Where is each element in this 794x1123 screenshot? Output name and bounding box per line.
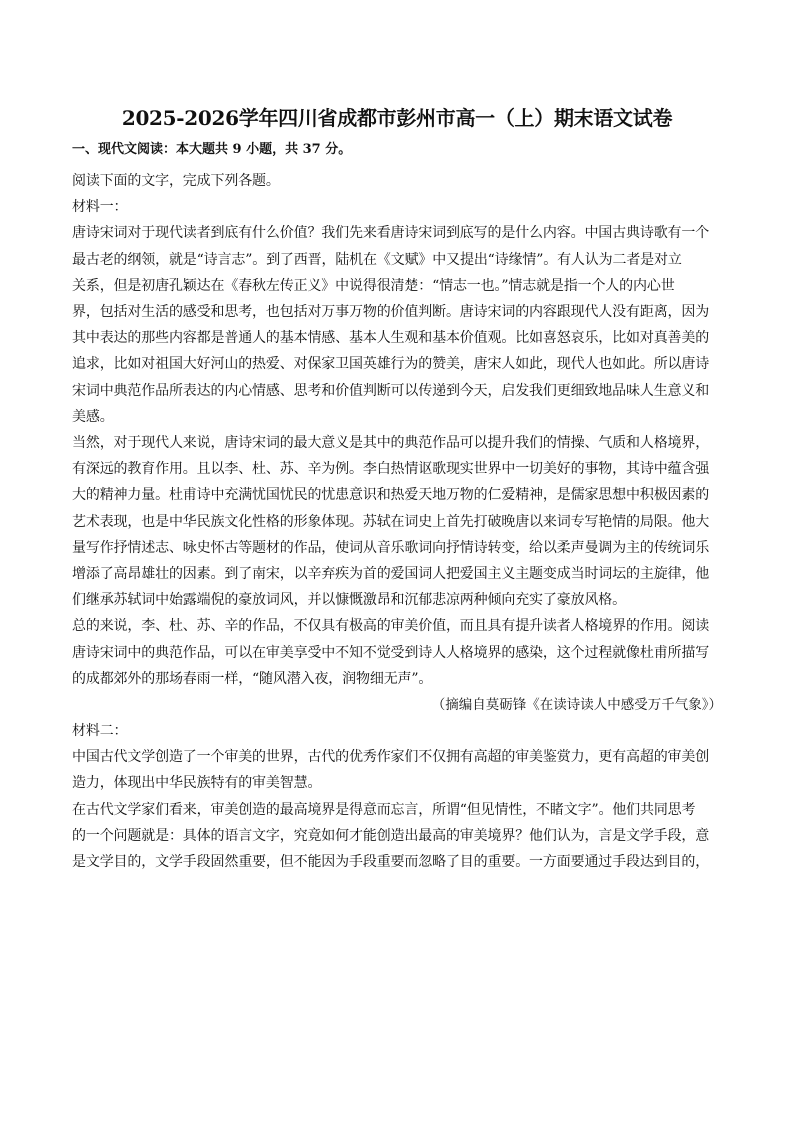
text-line: 唐诗宋词中的典范作品，可以在审美享受中不知不觉受到诗人人格境界的感染，这个过程就像杜甫所描写 <box>72 644 710 661</box>
text-line: 造力，体现出中华民族特有的审美智慧。 <box>72 775 322 792</box>
text-line: 的一个问题就是：具体的语言文字，究竟如何才能创造出最高的审美境界？他们认为，言是文学手段，意 <box>72 827 710 844</box>
text-line: 增添了高昂雄壮的因素。到了南宋，以辛弃疾为首的爱国词人把爱国主义主题变成当时词坛的主旋律，他 <box>72 566 710 583</box>
section-header: 一、现代文阅读：本大题共 9 小题，共 37 分。 <box>72 142 352 157</box>
text-line: 最古老的纲领，就是“诗言志”。到了西晋，陆机在《文赋》中又提出“诗缘情”。有人认为二者是对立 <box>72 251 682 268</box>
material-2-paragraph-2 <box>72 797 722 876</box>
text-line: 中国古代文学创造了一个审美的世界，古代的优秀作家们不仅拥有高超的审美鉴赏力，更有高超的审美创 <box>72 749 710 766</box>
material-1-source: （摘编自莫砺锋《在读诗读人中感受万千气象》） <box>431 697 722 714</box>
material-1-paragraph-1 <box>72 220 722 430</box>
page-title: 2025-2026学年四川省成都市彭州市高一（上）期末语文试卷 <box>121 106 673 130</box>
text-line: 是文学目的，文学手段固然重要，但不能因为手段重要而忽略了目的重要。一方面要通过手段达到目的， <box>72 854 710 871</box>
material-2-paragraph-1 <box>72 744 722 796</box>
text-line: 唐诗宋词对于现代读者到底有什么价值？我们先来看唐诗宋词到底写的是什么内容。中国古典诗歌有一个 <box>72 225 710 242</box>
instruction-text: 阅读下面的文字，完成下列各题。 <box>72 173 280 189</box>
text-line: 的成都郊外的那场春雨一样，“随风潜入夜，润物细无声”。 <box>72 670 433 687</box>
text-line: 其中表达的那些内容都是普通人的基本情感、基本人生观和基本价值观。比如喜怒哀乐，比如对真善美的 <box>72 330 710 347</box>
text-line: 在古代文学家们看来，审美创造的最高境界是得意而忘言，所谓“但见情性，不睹文字”。他们共同思考 <box>72 801 696 818</box>
text-line: 大的精神力量。杜甫诗中充满忧国忧民的忧患意识和热爱天地万物的仁爱精神，是儒家思想中积极因素的 <box>72 487 710 504</box>
text-line: 总的来说，李、杜、苏、辛的作品，不仅具有极高的审美价值，而且具有提升读者人格境界的作用。阅读 <box>72 618 710 635</box>
text-line: 有深远的教育作用。且以李、杜、苏、辛为例。李白热情讴歌现实世界中一切美好的事物，其诗中蕴含强 <box>72 461 710 478</box>
text-line: 量写作抒情述志、咏史怀古等题材的作品，使词从音乐歌词向抒情诗转变，给以柔声曼调为主的传统词乐 <box>72 539 710 556</box>
text-line: 当然，对于现代人来说，唐诗宋词的最大意义是其中的典范作品可以提升我们的情操、气质和人格境界， <box>72 435 710 452</box>
text-line: 艺术表现，也是中华民族文化性格的形象体现。苏轼在词史上首先打破晚唐以来词专写艳情的局限。他大 <box>72 513 710 530</box>
text-line: 界，包括对生活的感受和思考，也包括对万事万物的价值判断。唐诗宋词的内容跟现代人没有距离，因为 <box>72 304 710 321</box>
material-1-label: 材料一： <box>72 199 128 216</box>
exam-page <box>72 104 722 875</box>
material-2-label: 材料二： <box>72 723 128 740</box>
text-line: 宋词中典范作品所表达的内心情感、思考和价值判断可以传递到今天，启发我们更细致地品味人生意义和 <box>72 382 710 399</box>
text-line: 美感。 <box>72 408 114 425</box>
material-1-paragraph-3 <box>72 613 722 692</box>
text-line: 追求，比如对祖国大好河山的热爱、对保家卫国英雄行为的赞美，唐宋人如此，现代人也如此。所以唐诗 <box>72 356 710 373</box>
material-1-paragraph-2 <box>72 430 722 613</box>
text-line: 们继承苏轼词中始露端倪的豪放词风，并以慷慨激昂和沉郁悲凉两种倾向充实了豪放风格。 <box>72 592 626 609</box>
text-line: 关系，但是初唐孔颖达在《春秋左传正义》中说得很清楚：“情志一也。”情志就是指一个人的内心世 <box>72 277 675 294</box>
